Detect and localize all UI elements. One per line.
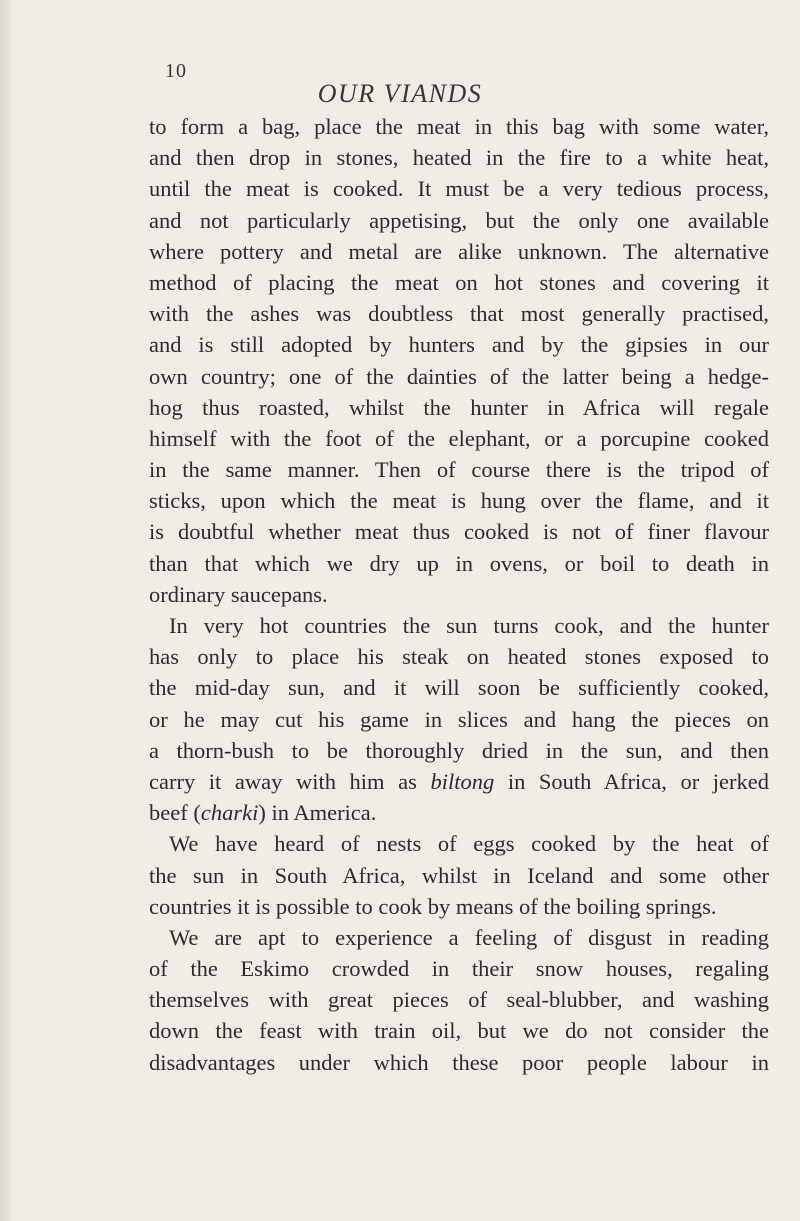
text-run: in South Africa, or jerked (494, 768, 769, 794)
text-line: method of placing the meat on hot stones and covering it (149, 269, 769, 295)
text-line: until the meat is cooked. It must be a very tedious process, (149, 176, 769, 202)
text-line: to form a bag, place the meat in this bag with some water, (149, 114, 769, 139)
text-line: the mid-day sun, and it will soon be sufficiently cooked, (149, 675, 769, 701)
text-line: In very hot countries the sun turns cook, and the hunter (169, 613, 769, 638)
page-number: 10 (165, 60, 187, 82)
text-line: himself with the foot of the elephant, or a porcupine cooked (149, 425, 769, 451)
text-line: of the Eskimo crowded in their snow houses, regaling (149, 956, 769, 982)
text-run: ) in America. (258, 800, 377, 826)
text-line: a thorn-bush to be thoroughly dried in the sun, and then (149, 737, 769, 763)
italic-term: charki (200, 800, 259, 826)
text-run: carry it away with him as (149, 768, 417, 794)
text-run: beef ( (149, 800, 201, 826)
text-line: is doubtful whether meat thus cooked is not of finer flavour (149, 519, 769, 545)
text-line: and then drop in stones, heated in the fire to a white heat, (149, 145, 769, 171)
text-line: and is still adopted by hunters and by the gipsies in our (149, 332, 769, 358)
text-line: and not particularly appetising, but the only one available (149, 207, 769, 233)
body-text (149, 111, 769, 1078)
text-line: than that which we dry up in ovens, or boil to death in (149, 550, 769, 576)
text-line: or he may cut his game in slices and hang the pieces on (149, 706, 769, 732)
text-line (149, 766, 769, 797)
text-line: own country; one of the dainties of the latter being a hedge- (149, 363, 769, 389)
text-line: in the same manner. Then of course there is the tripod of (149, 457, 769, 483)
text-line: themselves with great pieces of seal-blubber, and washing (149, 987, 769, 1013)
running-title: OUR VIANDS (317, 79, 483, 108)
text-line: ordinary saucepans. (149, 581, 328, 607)
text-line: with the ashes was doubtless that most generally practised, (149, 301, 769, 327)
text-line: the sun in South Africa, whilst in Iceland and some other (149, 862, 769, 888)
text-line: We have heard of nests of eggs cooked by the heat of (169, 831, 769, 857)
text-line: disadvantages under which these poor people labour in (149, 1049, 769, 1075)
text-line: down the feast with train oil, but we do not consider the (149, 1018, 769, 1044)
page-gutter (0, 0, 14, 1221)
text-line: We are apt to experience a feeling of disgust in reading (169, 924, 769, 950)
text-line: has only to place his steak on heated stones exposed to (149, 644, 769, 670)
text-line (149, 797, 769, 828)
text-line: hog thus roasted, whilst the hunter in Africa will regale (149, 394, 769, 420)
text-line: where pottery and metal are alike unknown. The alternative (149, 238, 769, 264)
text-line: sticks, upon which the meat is hung over the flame, and it (149, 488, 769, 514)
italic-term: biltong (430, 768, 495, 794)
text-line: countries it is possible to cook by means of the boiling springs. (149, 893, 717, 919)
